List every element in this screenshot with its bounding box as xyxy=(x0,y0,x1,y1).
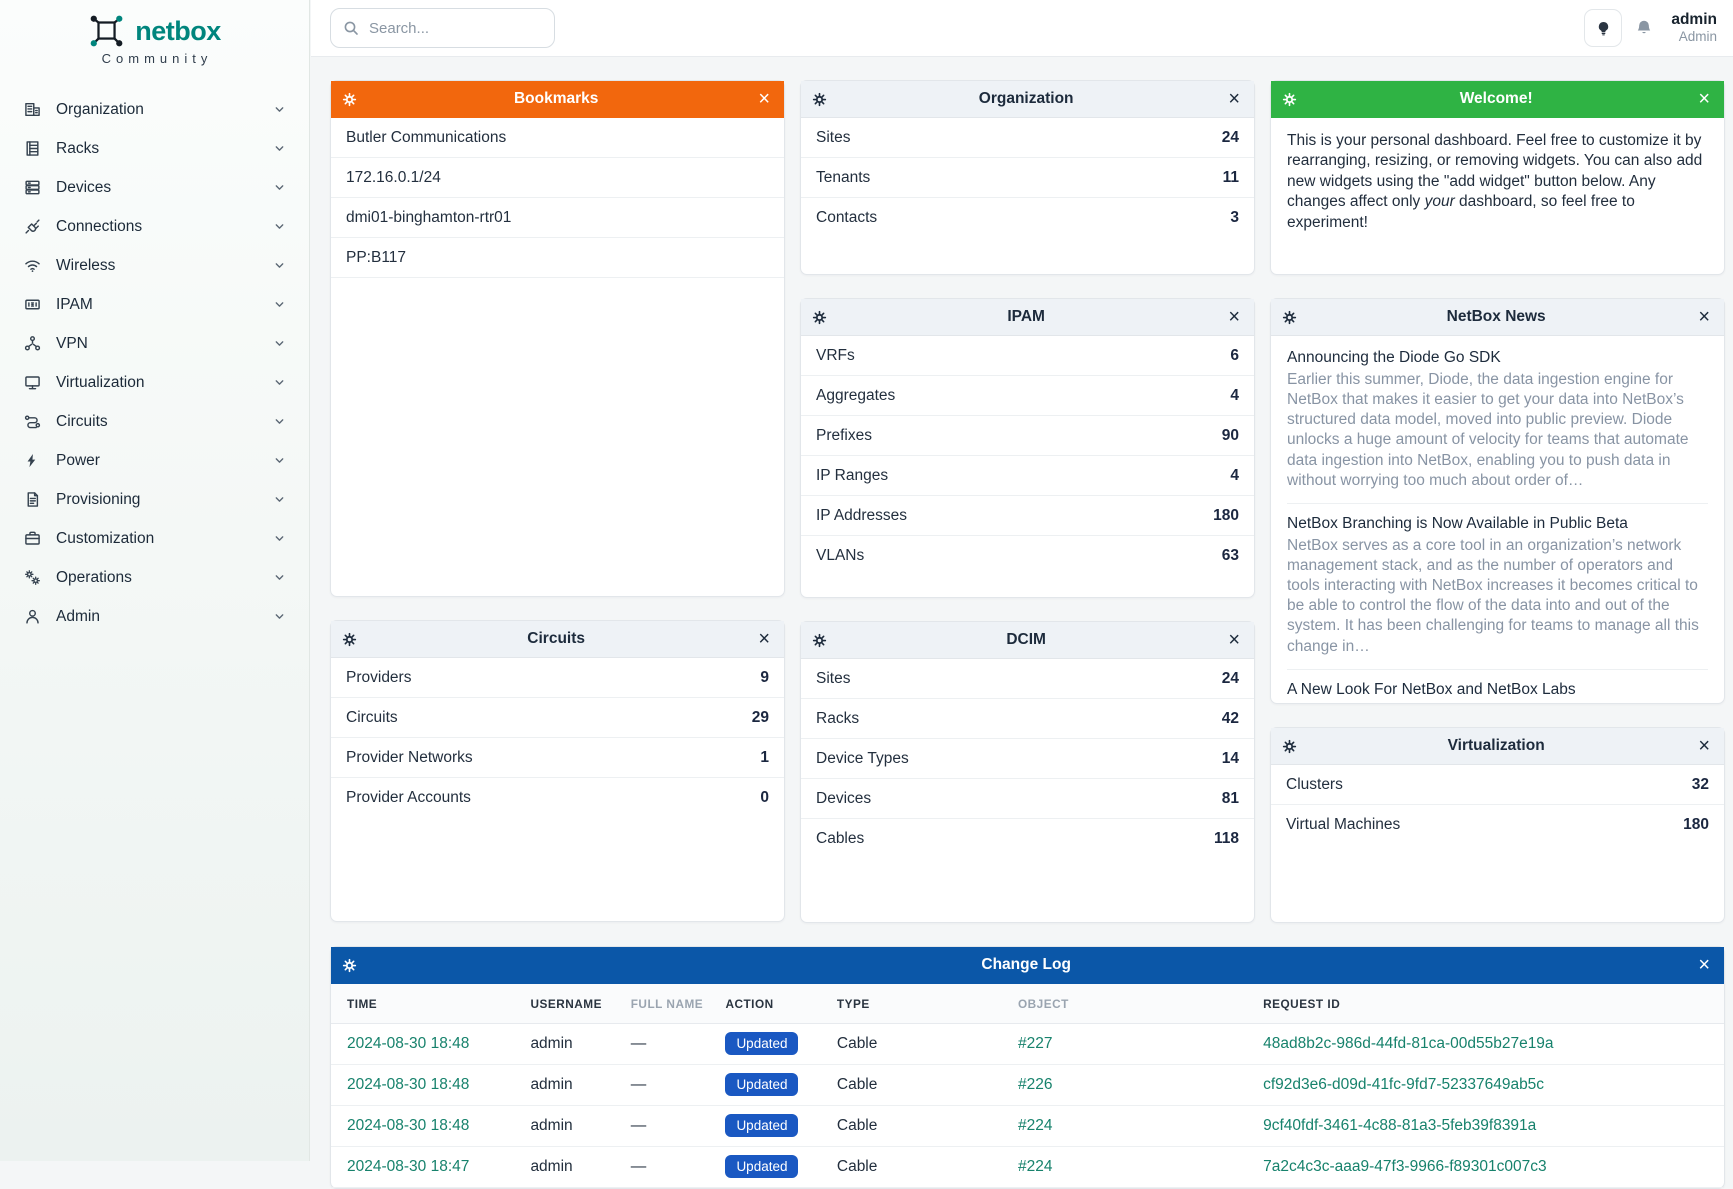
bookmark-row xyxy=(331,118,784,158)
news-item xyxy=(1287,670,1708,711)
stat-row xyxy=(801,198,1254,238)
sidebar-item-wireless[interactable] xyxy=(0,246,309,285)
stat-row xyxy=(1271,765,1724,805)
sidebar-item-connections[interactable] xyxy=(0,207,309,246)
widget-circuits xyxy=(330,620,785,922)
sidebar-item-label: Power xyxy=(56,451,100,469)
sidebar-item-label: Devices xyxy=(56,178,112,196)
chevron-down-icon xyxy=(274,338,285,349)
stat-label-link[interactable]: Sites xyxy=(816,669,851,687)
changelog-fullname: — xyxy=(621,1065,716,1106)
netbox-logo[interactable] xyxy=(0,14,309,48)
stat-value-link[interactable]: 180 xyxy=(1683,816,1709,833)
changelog-username: admin xyxy=(520,1065,620,1106)
sidebar-item-label: Operations xyxy=(56,568,132,586)
welcome-text-pre: This is your personal dashboard. Feel free to customize it by rearranging, resizing, or removing widgets. You can also add new widgets using the "add widget" button below. Any changes affect only xyxy=(1287,132,1703,211)
news-title-link[interactable]: NetBox Branching is Now Available in Public Beta xyxy=(1287,514,1628,532)
widget-change-log xyxy=(330,946,1725,1189)
stat-label-link[interactable]: Racks xyxy=(816,709,860,727)
rack-icon xyxy=(24,140,42,157)
stat-label-link[interactable]: IP Ranges xyxy=(816,466,889,484)
widget-title: NetBox News xyxy=(1446,308,1546,325)
widget-title: DCIM xyxy=(1006,631,1046,648)
action-badge: Updated xyxy=(725,1032,798,1055)
stat-value-link[interactable]: 24 xyxy=(1221,128,1239,146)
organization-stats xyxy=(801,118,1254,238)
server-stack-icon xyxy=(24,179,42,196)
sidebar-item-label: Provisioning xyxy=(56,490,141,508)
stat-label-link[interactable]: Prefixes xyxy=(816,426,872,444)
changelog-type: Cable xyxy=(827,1024,1008,1065)
sidebar-item-label: Circuits xyxy=(56,412,108,430)
sidebar-item-label: Admin xyxy=(56,607,100,625)
stat-label-link[interactable]: Contacts xyxy=(816,209,878,226)
stat-value-link[interactable]: 63 xyxy=(1221,547,1239,564)
stat-row xyxy=(331,658,784,698)
changelog-username: admin xyxy=(520,1106,620,1147)
column-header-time[interactable]: TIME xyxy=(331,984,520,1024)
widget-config-icon[interactable] xyxy=(343,633,356,646)
changelog-fullname: — xyxy=(621,1106,716,1147)
column-header-username[interactable]: USERNAME xyxy=(520,984,620,1024)
bookmark-row xyxy=(331,198,784,238)
sidebar-item-label: Virtualization xyxy=(56,373,145,391)
changelog-row xyxy=(331,1065,1724,1106)
changelog-body xyxy=(331,1024,1724,1188)
changelog-object-link[interactable]: #227 xyxy=(1017,1035,1053,1052)
briefcase-icon xyxy=(24,530,42,547)
changelog-row xyxy=(331,1147,1724,1188)
stat-row xyxy=(801,376,1254,416)
sidebar-item-ipam[interactable] xyxy=(0,285,309,324)
widget-organization xyxy=(800,80,1255,275)
widget-close-icon[interactable]: × xyxy=(758,628,770,650)
user-menu[interactable] xyxy=(1671,11,1717,45)
stat-label-link[interactable]: Sites xyxy=(816,128,851,146)
stat-row xyxy=(801,739,1254,779)
sidebar-nav xyxy=(0,90,309,636)
stat-value-link[interactable]: 1 xyxy=(760,748,769,766)
changelog-username: admin xyxy=(520,1147,620,1188)
widget-close-icon[interactable]: × xyxy=(1698,88,1710,110)
stat-label-link[interactable]: Clusters xyxy=(1286,775,1343,793)
user-role-text: Admin xyxy=(1678,29,1717,45)
action-badge: Updated xyxy=(725,1114,798,1137)
stat-value-link[interactable]: 24 xyxy=(1221,669,1239,687)
stat-value-link[interactable]: 29 xyxy=(751,708,769,726)
news-item xyxy=(1287,338,1708,504)
chevron-down-icon xyxy=(274,494,285,505)
netbox-logo-icon xyxy=(88,14,126,48)
sidebar xyxy=(0,0,310,1161)
changelog-time-link[interactable]: 2024-08-30 18:48 xyxy=(347,1076,470,1093)
widget-config-icon[interactable] xyxy=(343,959,356,972)
lightning-bolt-icon xyxy=(24,453,42,468)
sidebar-item-devices[interactable] xyxy=(0,168,309,207)
widget-title: IPAM xyxy=(1007,308,1045,325)
stat-label-link[interactable]: Provider Networks xyxy=(346,748,473,766)
theme-toggle-button[interactable] xyxy=(1584,9,1622,47)
changelog-object-link[interactable]: #224 xyxy=(1017,1158,1053,1175)
stat-row xyxy=(331,738,784,778)
sidebar-item-customization[interactable] xyxy=(0,519,309,558)
username-text: admin xyxy=(1671,10,1717,28)
building-icon xyxy=(24,101,42,118)
widget-virtualization xyxy=(1270,727,1725,923)
changelog-row xyxy=(331,1106,1724,1147)
stat-row xyxy=(331,698,784,738)
stat-value-link[interactable]: 81 xyxy=(1221,789,1239,807)
changelog-time-link[interactable]: 2024-08-30 18:48 xyxy=(347,1035,470,1052)
dcim-stats xyxy=(801,659,1254,859)
stat-row xyxy=(801,416,1254,456)
widget-netbox-news xyxy=(1270,298,1725,704)
changelog-request-id-link[interactable]: 48ad8b2c-986d-44fd-81ca-00d55b27e19a xyxy=(1263,1035,1554,1052)
widget-close-icon[interactable]: × xyxy=(1228,306,1240,328)
sidebar-item-label: Organization xyxy=(56,100,144,118)
bookmark-link[interactable]: PP:B117 xyxy=(346,248,407,266)
stat-row xyxy=(801,118,1254,158)
sidebar-item-power[interactable] xyxy=(0,441,309,480)
widget-dcim xyxy=(800,621,1255,923)
stat-value-link[interactable]: 9 xyxy=(760,668,769,686)
stat-value-link[interactable]: 3 xyxy=(1230,209,1239,226)
changelog-fullname: — xyxy=(621,1024,716,1065)
chevron-down-icon xyxy=(274,611,285,622)
changelog-object-link[interactable]: #226 xyxy=(1017,1076,1053,1093)
stat-row xyxy=(801,779,1254,819)
changelog-table xyxy=(331,984,1724,1188)
stat-value-link[interactable]: 90 xyxy=(1221,426,1239,444)
sidebar-item-label: Racks xyxy=(56,139,100,157)
widget-config-icon[interactable] xyxy=(1283,93,1296,106)
widget-close-icon[interactable]: × xyxy=(1698,306,1710,328)
widget-config-icon[interactable] xyxy=(813,311,826,324)
widget-config-icon[interactable] xyxy=(1283,740,1296,753)
news-item xyxy=(1287,504,1708,670)
sidebar-item-label: VPN xyxy=(56,334,88,352)
column-header-request-id[interactable]: REQUEST ID xyxy=(1253,984,1724,1024)
wifi-icon xyxy=(24,257,42,274)
action-badge: Updated xyxy=(725,1073,798,1096)
widget-title: Welcome! xyxy=(1459,90,1533,107)
stat-value-link[interactable]: 180 xyxy=(1213,506,1239,524)
sidebar-item-label: Customization xyxy=(56,529,155,547)
column-header-action[interactable]: ACTION xyxy=(715,984,826,1024)
column-header-type[interactable]: TYPE xyxy=(827,984,1008,1024)
sidebar-item-racks[interactable] xyxy=(0,129,309,168)
changelog-type: Cable xyxy=(827,1065,1008,1106)
stat-label-link[interactable]: VLANs xyxy=(816,547,865,564)
chevron-down-icon xyxy=(274,572,285,583)
stat-row xyxy=(801,536,1254,576)
bookmark-row xyxy=(331,158,784,198)
stat-row xyxy=(801,819,1254,859)
news-list xyxy=(1271,336,1724,713)
stat-label-link[interactable]: Device Types xyxy=(816,749,909,767)
widget-welcome xyxy=(1270,80,1725,275)
search-icon xyxy=(343,20,359,36)
document-icon xyxy=(24,491,42,508)
monitor-icon xyxy=(24,374,42,391)
changelog-username: admin xyxy=(520,1024,620,1065)
stat-value-link[interactable]: 14 xyxy=(1221,749,1239,767)
plug-icon xyxy=(24,218,42,235)
bookmark-link[interactable]: dmi01-binghamton-rtr01 xyxy=(346,208,512,226)
widget-close-icon[interactable]: × xyxy=(1228,629,1240,651)
dashboard xyxy=(330,80,1725,1189)
brand-name: netbox xyxy=(135,15,221,46)
stat-value-link[interactable]: 6 xyxy=(1230,346,1239,364)
changelog-type: Cable xyxy=(827,1147,1008,1188)
stat-label-link[interactable]: Virtual Machines xyxy=(1286,816,1401,833)
changelog-object-link[interactable]: #224 xyxy=(1017,1117,1053,1134)
stat-row xyxy=(801,158,1254,198)
changelog-type: Cable xyxy=(827,1106,1008,1147)
stat-row xyxy=(331,778,784,818)
widget-title: Virtualization xyxy=(1447,737,1545,754)
changelog-time-link[interactable]: 2024-08-30 18:48 xyxy=(347,1117,470,1134)
chevron-down-icon xyxy=(274,182,285,193)
light-bulb-icon xyxy=(1596,21,1611,36)
stat-row xyxy=(801,336,1254,376)
stat-label-link[interactable]: VRFs xyxy=(816,346,855,364)
sidebar-item-virtualization[interactable] xyxy=(0,363,309,402)
stat-value-link[interactable]: 32 xyxy=(1691,775,1709,793)
stat-label-link[interactable]: Devices xyxy=(816,789,872,807)
stat-value-link[interactable]: 11 xyxy=(1222,168,1239,186)
notifications-bell-icon[interactable] xyxy=(1635,19,1653,37)
sidebar-item-operations[interactable] xyxy=(0,558,309,597)
stat-row xyxy=(1271,805,1724,845)
circuit-path-icon xyxy=(24,413,42,430)
sidebar-item-organization[interactable] xyxy=(0,90,309,129)
ipam-stats xyxy=(801,336,1254,576)
action-badge: Updated xyxy=(725,1155,798,1178)
bookmark-row xyxy=(331,238,784,278)
stat-label-link[interactable]: Tenants xyxy=(816,168,871,186)
changelog-request-id-link[interactable]: cf92d3e6-d09d-41fc-9fd7-52337649ab5c xyxy=(1263,1076,1545,1093)
welcome-text-italic: your xyxy=(1424,193,1455,211)
chevron-down-icon xyxy=(274,416,285,427)
virtualization-stats xyxy=(1271,765,1724,845)
sidebar-item-admin[interactable] xyxy=(0,597,309,636)
chevron-down-icon xyxy=(274,377,285,388)
widget-title: Circuits xyxy=(527,630,586,647)
stat-row xyxy=(801,699,1254,739)
search-box[interactable] xyxy=(330,8,555,48)
bookmark-link[interactable]: 172.16.0.1/24 xyxy=(346,168,441,186)
ip-address-icon xyxy=(24,296,42,313)
topbar xyxy=(311,0,1733,57)
stat-label-link[interactable]: Aggregates xyxy=(816,386,896,404)
widget-config-icon[interactable] xyxy=(813,634,826,647)
column-header-fullname[interactable]: FULL NAME xyxy=(621,984,716,1024)
news-title-link[interactable]: Announcing the Diode Go SDK xyxy=(1287,349,1501,366)
user-icon xyxy=(24,608,42,625)
news-body: Earlier this summer, Diode, the data ingestion engine for NetBox that makes it easier to get your data into NetBox’s structured data model, moved into public preview. Diode unlocks a huge amount of velocity for teams that automate data ingestion into NetBox, enabling you to push data in without worrying too much about order of… xyxy=(1287,371,1689,489)
bookmarks-list xyxy=(331,118,784,278)
sidebar-item-circuits[interactable] xyxy=(0,402,309,441)
changelog-time-link[interactable]: 2024-08-30 18:47 xyxy=(347,1158,470,1175)
widget-close-icon[interactable]: × xyxy=(1698,735,1710,757)
network-nodes-icon xyxy=(24,335,42,352)
widget-title: Change Log xyxy=(981,956,1071,973)
welcome-text-post: dashboard, so feel free to experiment! xyxy=(1287,193,1635,231)
widget-title: Bookmarks xyxy=(513,90,599,107)
widget-bookmarks xyxy=(330,80,785,597)
widget-config-icon[interactable] xyxy=(1283,311,1296,324)
widget-close-icon[interactable]: × xyxy=(1698,954,1710,976)
sidebar-item-label: Connections xyxy=(56,217,143,235)
changelog-request-id-link[interactable]: 9cf40fdf-3461-4c88-81a3-5feb39f8391a xyxy=(1263,1117,1537,1134)
sidebar-item-label: IPAM xyxy=(56,295,93,313)
widget-close-icon[interactable]: × xyxy=(1228,88,1240,110)
sidebar-item-vpn[interactable] xyxy=(0,324,309,363)
chevron-down-icon xyxy=(274,221,285,232)
search-input[interactable] xyxy=(369,20,529,37)
bookmark-link[interactable]: Butler Communications xyxy=(346,128,507,146)
stat-label-link[interactable]: Cables xyxy=(816,830,865,847)
stat-label-link[interactable]: Provider Accounts xyxy=(346,789,471,806)
changelog-request-id-link[interactable]: 7a2c4c3c-aaa9-47f3-9966-f89301c007c3 xyxy=(1263,1158,1547,1175)
widget-close-icon[interactable]: × xyxy=(758,88,770,110)
chevron-down-icon xyxy=(274,455,285,466)
topbar-actions xyxy=(1584,9,1733,47)
stat-value-link[interactable]: 42 xyxy=(1221,709,1239,727)
widget-title: Organization xyxy=(978,90,1074,107)
widget-ipam xyxy=(800,298,1255,598)
sidebar-item-provisioning[interactable] xyxy=(0,480,309,519)
brand-subtitle: Community xyxy=(101,51,213,66)
stat-value-link[interactable]: 4 xyxy=(1230,466,1239,484)
chevron-down-icon xyxy=(274,143,285,154)
chevron-down-icon xyxy=(274,104,285,115)
stat-label-link[interactable]: IP Addresses xyxy=(816,506,908,524)
changelog-header-row xyxy=(331,984,1724,1024)
sidebar-item-label: Wireless xyxy=(56,256,116,274)
circuits-stats xyxy=(331,658,784,818)
stat-label-link[interactable]: Circuits xyxy=(346,708,398,726)
gears-icon xyxy=(24,569,42,586)
changelog-fullname: — xyxy=(621,1147,716,1188)
stat-value-link[interactable]: 4 xyxy=(1230,386,1239,404)
news-title-link[interactable]: A New Look For NetBox and NetBox Labs xyxy=(1287,680,1576,698)
widget-config-icon[interactable] xyxy=(343,93,356,106)
welcome-text xyxy=(1271,118,1724,246)
chevron-down-icon xyxy=(274,533,285,544)
stat-row xyxy=(801,496,1254,536)
changelog-row xyxy=(331,1024,1724,1065)
stat-value-link[interactable]: 118 xyxy=(1213,830,1239,847)
news-body: NetBox serves as a core tool in an organization’s network management stack, and as the number of operators and tools interacting with NetBox increases it becomes critical to be able to control the flow of the data into and out of the system. It has been challenging for teams to manage all this change in… xyxy=(1287,536,1699,655)
stat-value-link[interactable]: 0 xyxy=(760,789,769,806)
column-header-object[interactable]: OBJECT xyxy=(1008,984,1253,1024)
chevron-down-icon xyxy=(274,260,285,271)
chevron-down-icon xyxy=(274,299,285,310)
stat-row xyxy=(801,659,1254,699)
stat-label-link[interactable]: Providers xyxy=(346,668,412,686)
widget-config-icon[interactable] xyxy=(813,93,826,106)
stat-row xyxy=(801,456,1254,496)
